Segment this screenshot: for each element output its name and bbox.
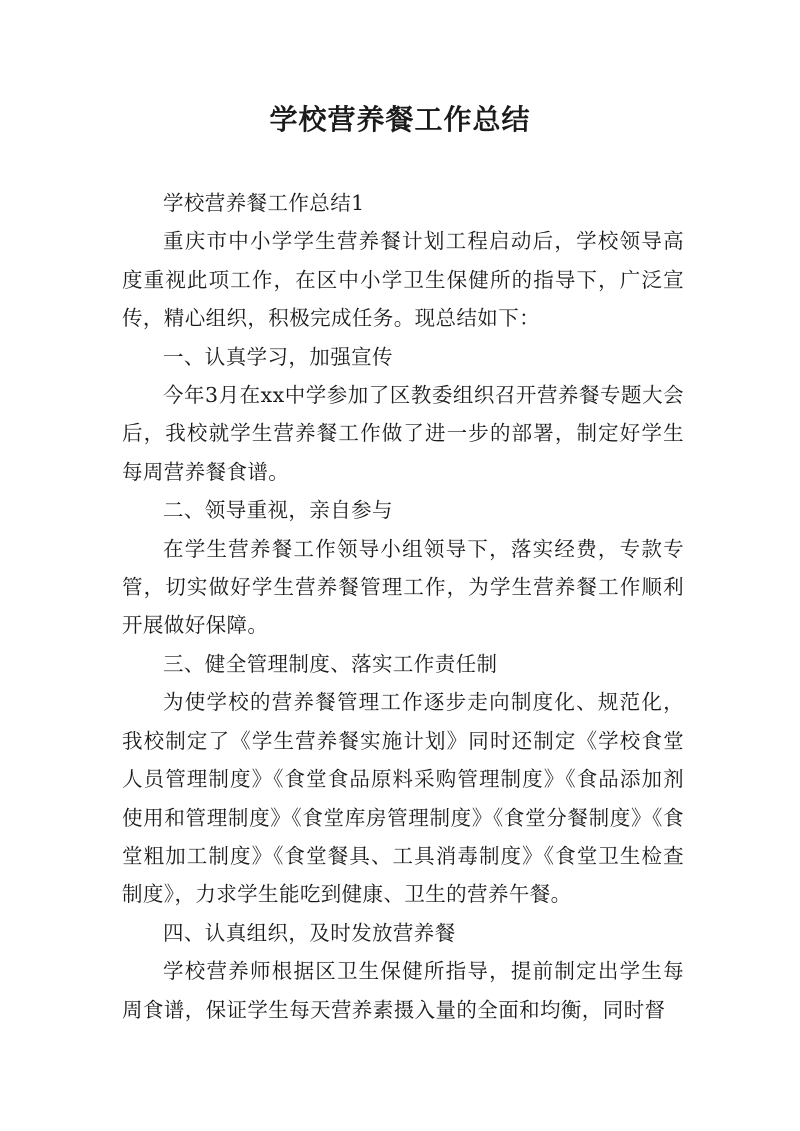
body-paragraph: 在学生营养餐工作领导小组领导下，落实经费，专款专管，切实做好学生营养餐管理工作，为学生营养餐工作顺利开展做好保障。 [122, 536, 684, 638]
section-heading: 四、认真组织，及时发放营养餐 [163, 920, 456, 945]
document-title: 学校营养餐工作总结 [269, 103, 531, 136]
section-heading: 二、领导重视，亲自参与 [163, 498, 393, 523]
body-paragraph: 学校营养师根据区卫生保健所指导，提前制定出学生每周食谱，保证学生每天营养素摄入量的全面和均衡，同时督 [122, 959, 684, 1022]
body-paragraph: 为使学校的营养餐管理工作逐步走向制度化、规范化，我校制定了《学生营养餐实施计划》同时还制定《学校食堂人员管理制度》《食堂食品原料采购管理制度》《食品添加剂使用和管理制度》《食堂库房管理制度》《食堂分餐制度》《食堂粗加工制度》《食堂餐具、工具消毒制度》《食堂卫生检查制度》，力求学生能吃到健康、卫生的营养午餐。 [122, 690, 684, 907]
document-body [122, 184, 684, 1029]
body-paragraph: 重庆市中小学学生营养餐计划工程启动后，学校领导高度重视此项工作，在区中小学卫生保健所的指导下，广泛宣传，精心组织，积极完成任务。现总结如下： [122, 229, 684, 331]
body-paragraph: 今年3月在xx中学参加了区教委组织召开营养餐专题大会后，我校就学生营养餐工作做了进一步的部署，制定好学生每周营养餐食谱。 [122, 383, 684, 484]
section-heading: 三、健全管理制度、落实工作责任制 [163, 651, 498, 676]
section-heading: 学校营养餐工作总结1 [163, 191, 365, 215]
section-heading: 一、认真学习，加强宣传 [163, 344, 393, 369]
